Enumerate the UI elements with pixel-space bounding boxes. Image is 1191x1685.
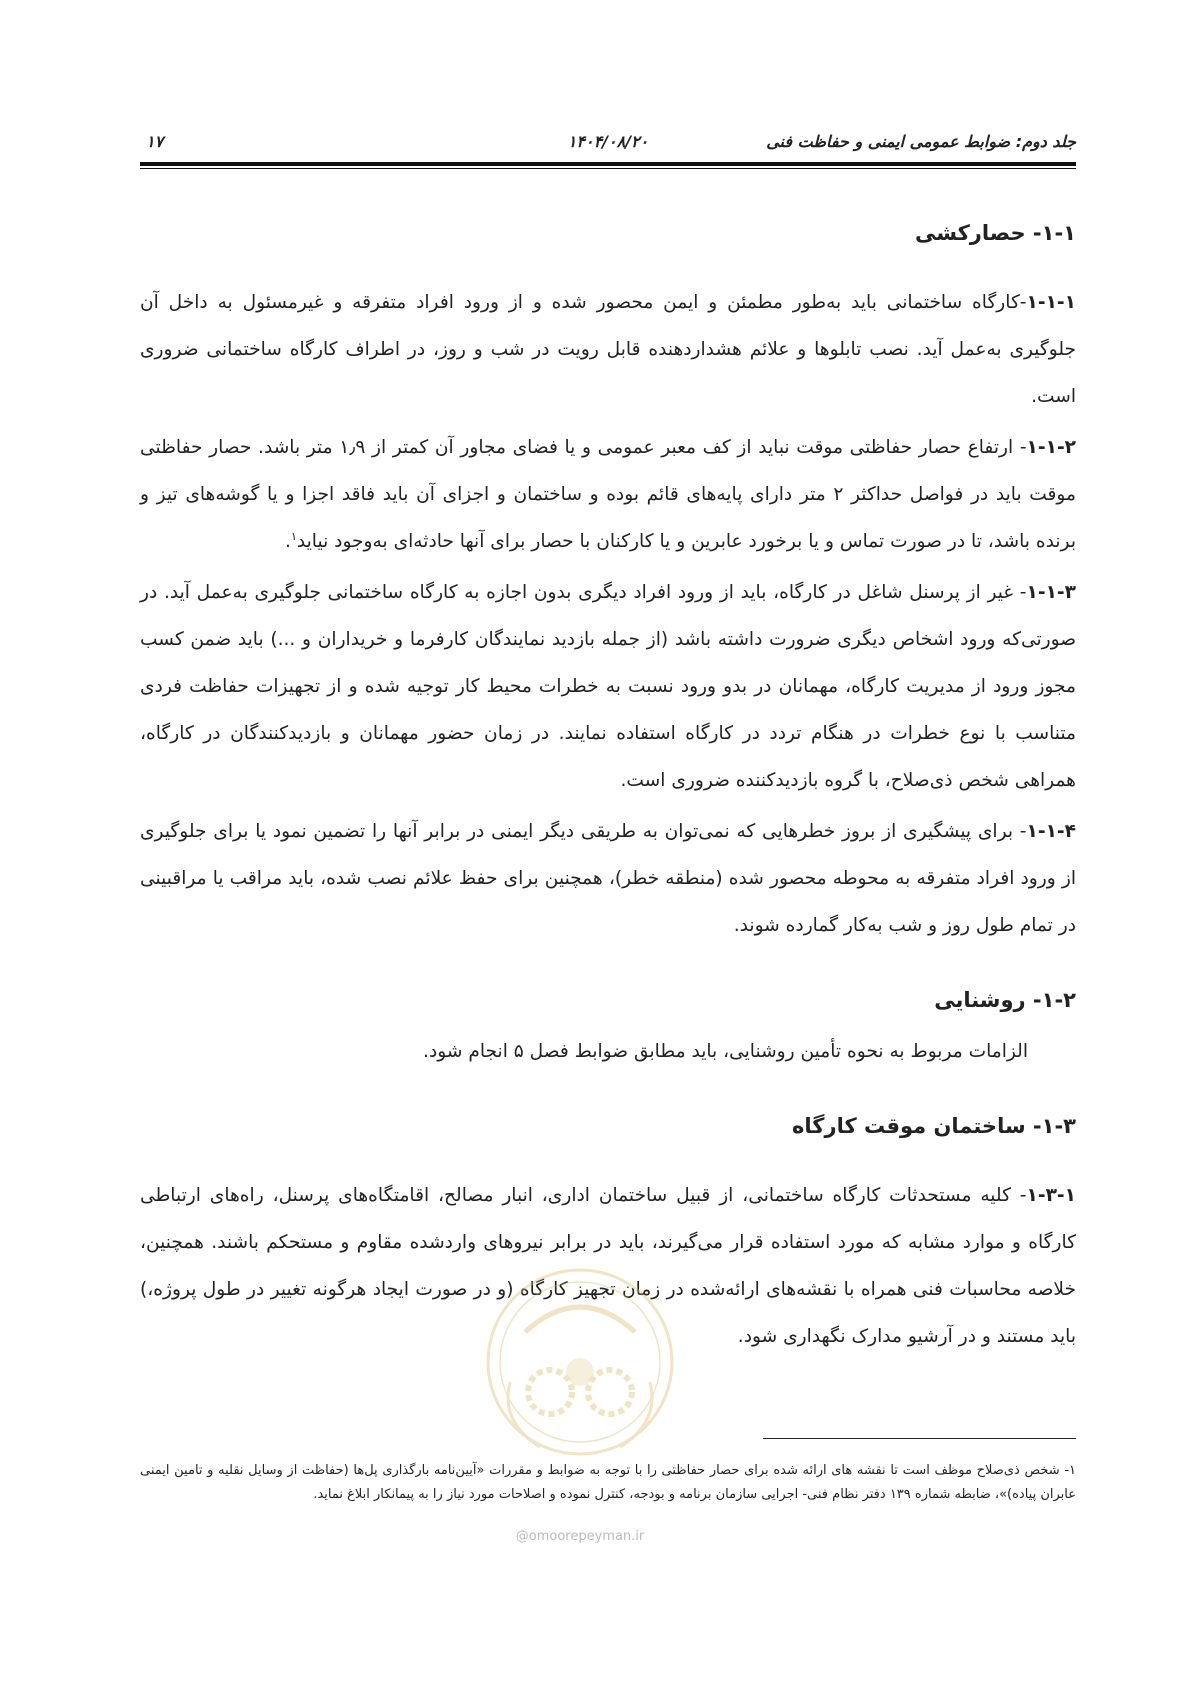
paragraph-1-1-1 bbox=[140, 279, 1076, 420]
clause-number: ۱-۱-۲ bbox=[1026, 437, 1077, 458]
header-rule-thick bbox=[140, 162, 1076, 166]
section-heading-lighting: ۱-۲- روشنایی bbox=[934, 988, 1076, 1012]
header-title: جلد دوم: ضوابط عمومی ایمنی و حفاظت فنی bbox=[766, 132, 1076, 151]
header-rule-thin bbox=[140, 168, 1076, 169]
paragraph-1-1-4 bbox=[140, 808, 1076, 949]
page-number: ۱۷ bbox=[146, 132, 164, 151]
section-heading-temporary-building: ۱-۳- ساختمان موقت کارگاه bbox=[792, 1114, 1076, 1138]
clause-text: - برای پیشگیری از بروز خطرهایی که نمی‌توان به طریقی دیگر ایمنی در برابر آنها را تضمین نمود یا برای جلوگیری از ورود افراد متفرقه به محوطه محصور شده (منطقه خطر)، همچنین برای حفظ علائم نصب شده، باید مراقب یا مراقبینی در تمام طول روز و شب به‌کار گمارده شوند. bbox=[140, 821, 1076, 936]
section-heading-fencing: ۱-۱- حصارکشی bbox=[914, 221, 1076, 245]
clause-text: - غیر از پرسنل شاغل در کارگاه، باید از ورود افراد دیگری بدون اجازه به کارگاه ساختمانی جلوگیری به‌عمل آید. در صورتی‌که ورود اشخاص دیگری ضرورت داشته باشد (از جمله بازدید نمایندگان کارفرما و خریداران و ...) باید ضمن کسب مجوز ورود از مدیریت کارگاه، مهمانان در بدو ورود نسبت به خطرات محیط کار توجیه شده و از تجهیزات حفاظت فردی متناسب با نوع خطرات در هنگام تردد در کارگاه استفاده نمایند. در زمان حضور مهمانان و بازدیدکنندگان در کارگاه، همراهی شخص ذی‌صلاح، با گروه بازدیدکننده ضروری است. bbox=[140, 582, 1076, 791]
clause-text: - کلیه مستحدثات کارگاه ساختمانی، از قبیل ساختمان اداری، انبار مصالح، اقامتگاه‌های پرسنل، راه‌های ارتباطی کارگاه و موارد مشابه که مورد استفاده قرار می‌گیرند، باید در برابر نیروهای واردشده مقاوم و مستحکم باشند. همچنین، خلاصه محاسبات فنی همراه با نقشه‌های ارائه‌شده در زمان تجهیز کارگاه (و در صورت ایجاد هرگونه تغییر در طول پروژه،) باید مستند و در آرشیو مدارک نگهداری شود. bbox=[140, 1185, 1076, 1347]
paragraph-1-1-3 bbox=[140, 569, 1076, 804]
watermark-site: @omoorepeyman.ir bbox=[515, 1529, 645, 1544]
header-date: ۱۴۰۴/۰۸/۲۰ bbox=[567, 132, 649, 151]
page-header bbox=[140, 128, 1076, 158]
paragraph-lighting: الزامات مربوط به نحوه تأمین روشنایی، باید مطابق ضوابط فصل ۵ انجام شود. bbox=[423, 1041, 1028, 1062]
clause-number: ۱-۱-۱ bbox=[1026, 292, 1076, 313]
page-body bbox=[140, 210, 1076, 1360]
clause-text: - ارتفاع حصار حفاظتی موقت نباید از کف معبر عمومی و یا فضای مجاور آن کمتر از ۱٫۹ متر باشد. حصار حفاظتی موقت باید در فواصل حداکثر ۲ متر دارای پایه‌های قائم بوده و ساختمان و اجزای آن باید فاقد اجزا و یا گوشه‌های تیز و برنده باشد، تا در صورت تماس و یا برخورد عابرین و یا کارکنان با حصار برای آنها حادثه‌ای به‌وجود نیاید bbox=[140, 437, 1076, 552]
clause-text: -کارگاه ساختمانی باید به‌طور مطمئن و ایمن محصور شده و از ورود افراد متفرقه و غیرمسئول به داخل آن جلوگیری به‌عمل آید. نصب تابلوها و علائم هشداردهنده قابل رویت در شب و روز، در اطراف کارگاه ساختمانی ضروری است. bbox=[140, 292, 1076, 407]
watermark-logo-icon bbox=[480, 1262, 680, 1472]
paragraph-1-1-2 bbox=[140, 424, 1076, 565]
footnote-rule bbox=[763, 1438, 1076, 1439]
clause-number: ۱-۱-۴ bbox=[1026, 821, 1076, 842]
clause-end: . bbox=[285, 531, 291, 552]
footnote-text: ۱- شخص ذی‌صلاح موظف است تا نقشه های ارائه شده برای حصار حفاظتی را با توجه به ضوابط و مقررات «آیین‌نامه بارگذاری پل‌ها (حفاظت از وسایل نقلیه و تامین ایمنی عابران پیاده)»، ضابطه شماره ۱۳۹ دفتر نظام فنی- اجرایی سازمان برنامه و بودجه، کنترل نموده و اصلاحات مورد نیاز را به پیمانکار ابلاغ نماید. bbox=[140, 1463, 1076, 1502]
clause-number: ۱-۱-۳ bbox=[1026, 582, 1076, 603]
footnote-reference[interactable]: ۱ bbox=[290, 529, 297, 543]
clause-number: ۱-۳-۱ bbox=[1026, 1185, 1076, 1206]
